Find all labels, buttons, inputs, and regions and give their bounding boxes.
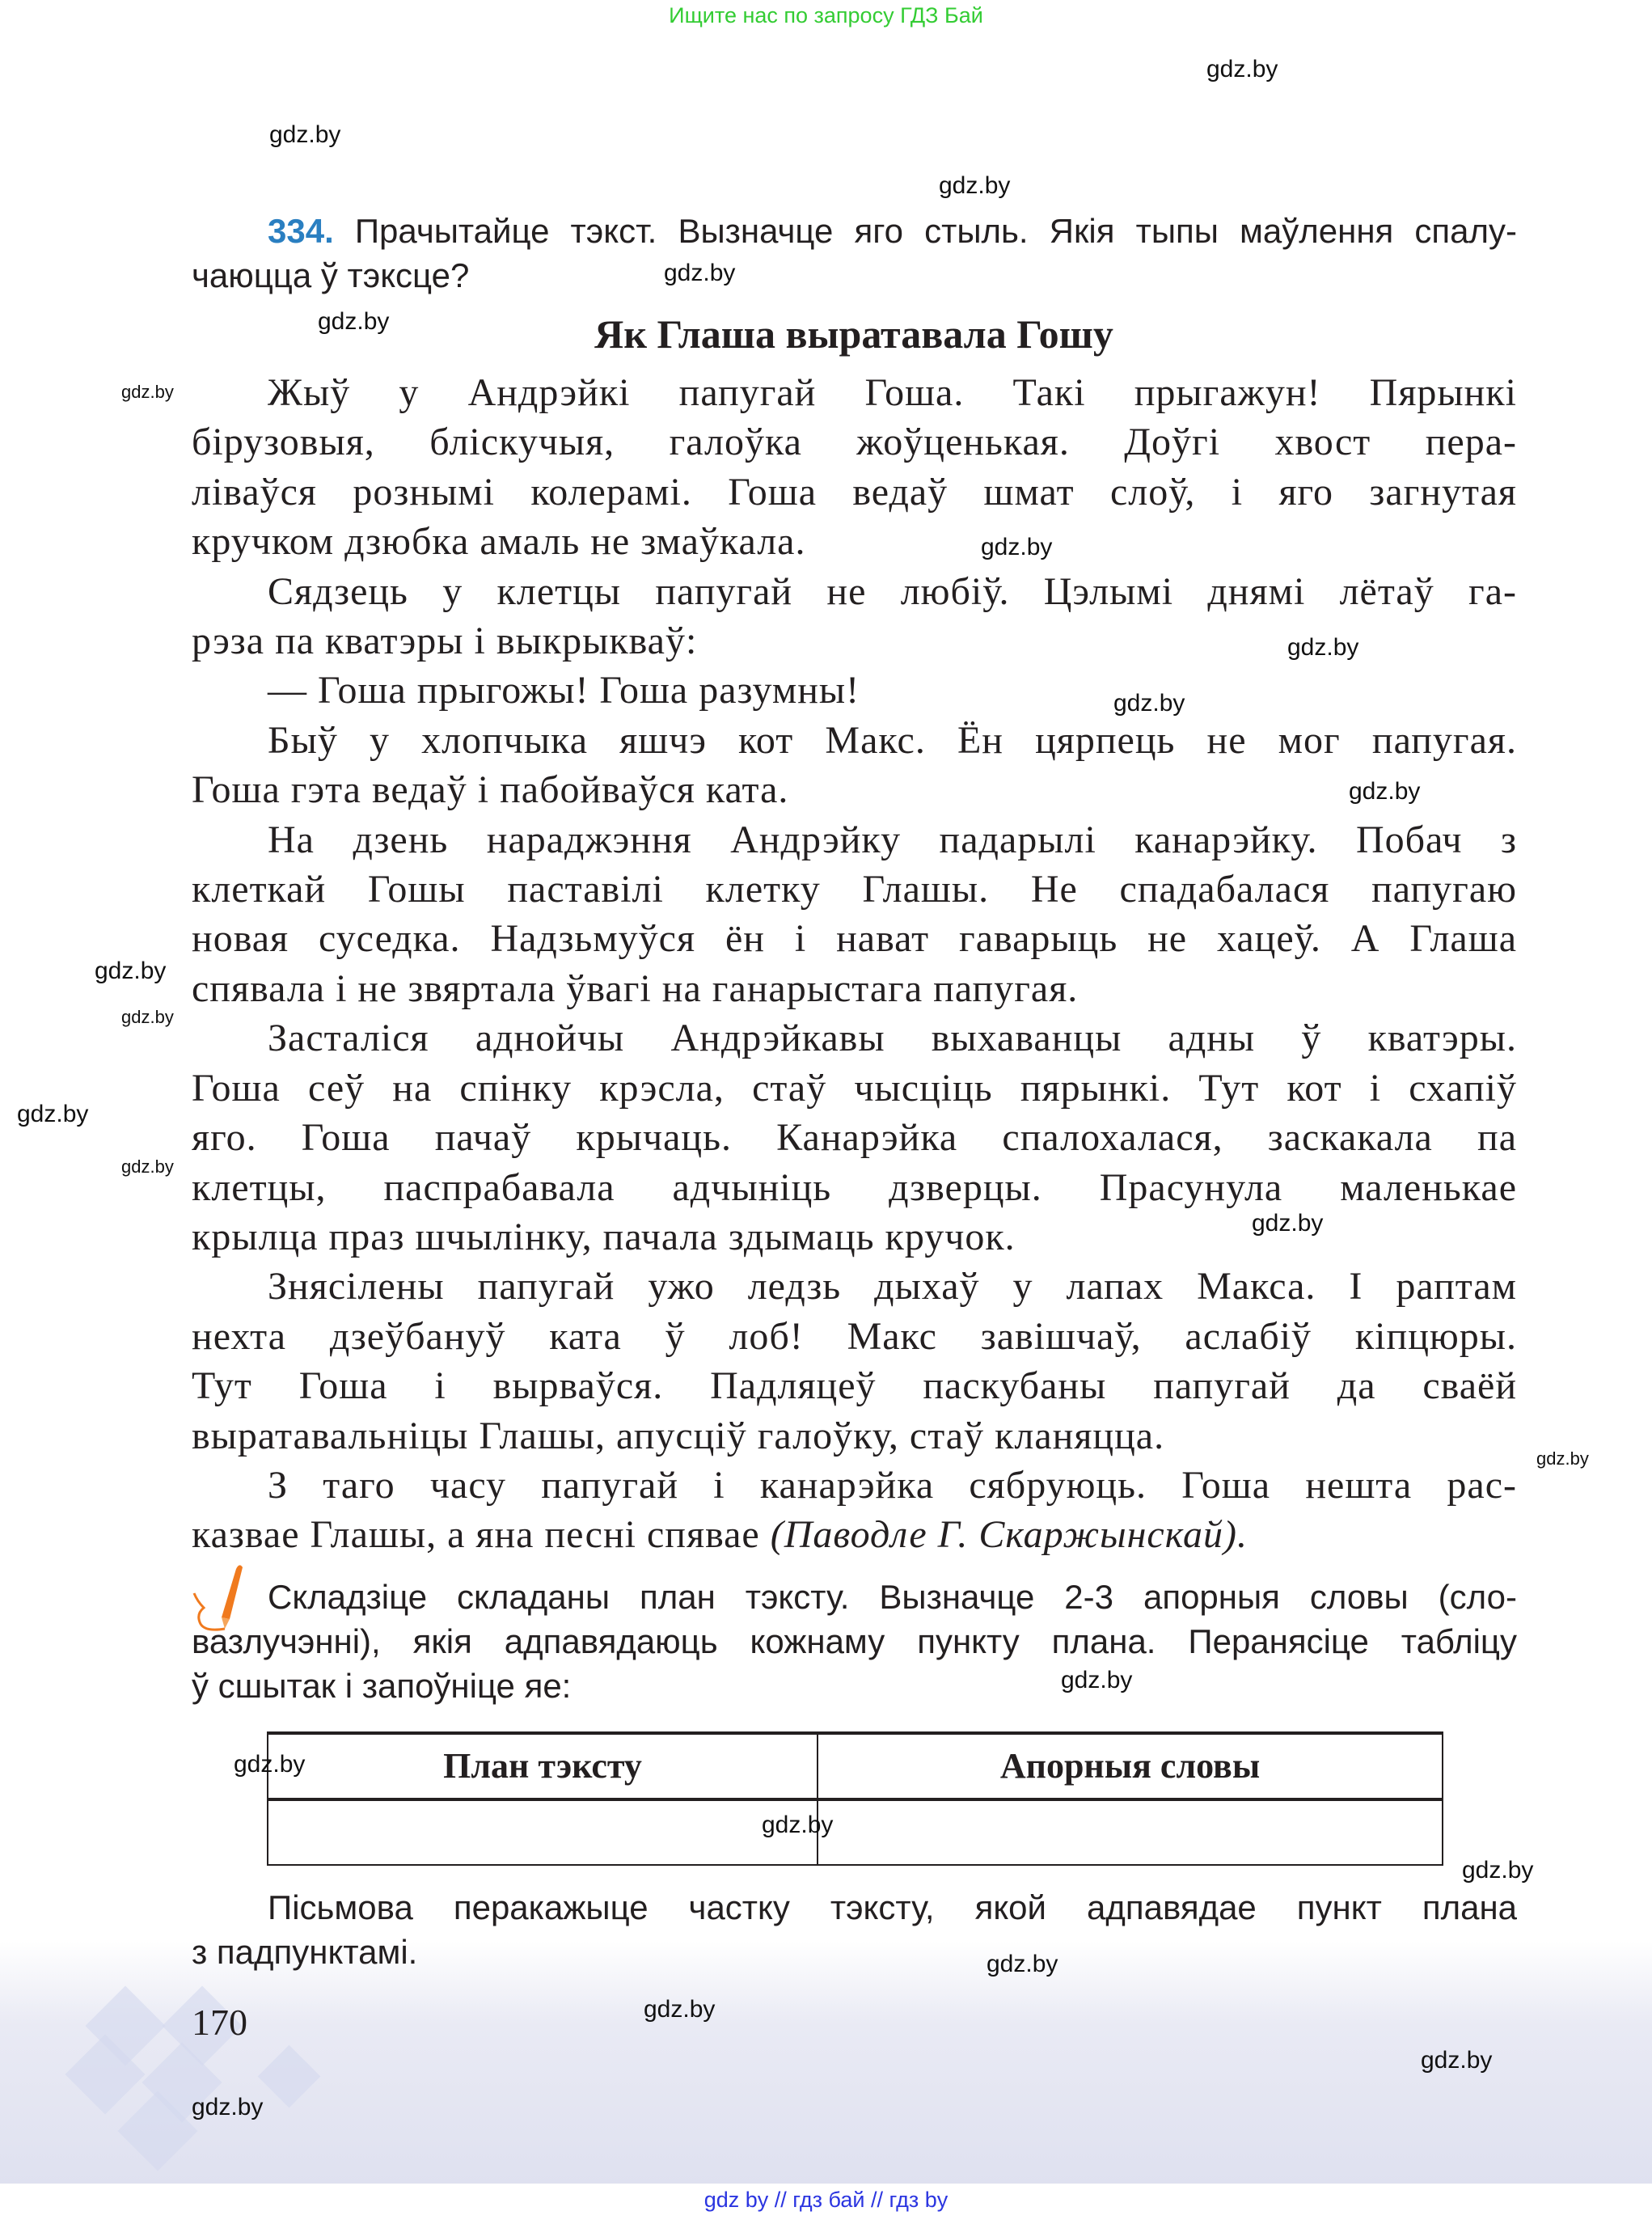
story-line-text: Засталіся аднойчы Андрэйкавы выхаванцы адны ў кватэры. — [268, 1017, 1517, 1060]
story-citation: (Паводле Г. Скаржынскай). — [770, 1513, 1248, 1557]
story-paragraph — [192, 1461, 1517, 1560]
story-line — [192, 1113, 1517, 1162]
story-line-text: выратавальніцы Глашы, апусціў галоўку, стаў кланяцца. — [192, 1414, 1165, 1457]
final-task-line: з падпунктамі. — [192, 1933, 418, 1971]
task-text: Прачытайце тэкст. Вызначце яго стыль. Якія тыпы маўлення спалу- — [333, 212, 1517, 250]
watermark: gdz.by — [318, 308, 390, 335]
watermark: gdz.by — [644, 1996, 716, 2023]
story-line-text: Гоша гэта ведаў і пабойваўся ката. — [192, 768, 789, 812]
story-title: Як Глаша выратавала Гошу — [594, 311, 1113, 357]
final-task — [192, 1885, 1517, 1974]
story-line — [192, 567, 1517, 616]
page-number: 170 — [192, 2002, 247, 2043]
final-task-line: Пісьмова перакажыце частку тэксту, якой адпавядае пункт плана — [268, 1888, 1517, 1926]
story-line — [192, 517, 1517, 566]
story-line-text: спявала і не звяртала ўвагі на ганарыстага папугая. — [192, 966, 1079, 1010]
watermark: gdz.by — [192, 2094, 264, 2120]
story-line-text: ліваўся рознымі колерамі. Гоша ведаў шмат слоў, і яго загнутая — [192, 470, 1517, 514]
story-line — [192, 1163, 1517, 1212]
assignment-line: Складзіце складаны план тэксту. Вызначце 2-3 апорныя словы (сло- — [268, 1578, 1517, 1616]
task-text: чаюцца ў тэксце? — [192, 256, 470, 294]
story-line-text: Жыў у Андрэйкі папугай Гоша. Такі прыгажун! Пярынкі — [268, 371, 1517, 414]
assignment-line: вазлучэнні), якія адпавядаюць кожнаму пункту плана. Перанясіце табліцу — [192, 1622, 1517, 1660]
watermark: gdz.by — [121, 382, 174, 402]
task-334 — [192, 209, 1517, 298]
story-line — [192, 716, 1517, 765]
story-line — [192, 1461, 1517, 1510]
watermark: gdz.by — [939, 172, 1011, 199]
search-hint: Ищите нас по запросу ГДЗ Бай — [669, 3, 983, 27]
watermark: gdz.by — [17, 1101, 89, 1127]
story-line — [192, 1013, 1517, 1063]
story-line-text: Быў у хлопчыка яшчэ кот Макс. Ён цярпець не мог папугая. — [268, 718, 1517, 762]
story-line — [192, 1411, 1517, 1461]
story-line — [192, 467, 1517, 517]
story-line — [192, 666, 1517, 715]
assignment-line: ў сшытак і запоўніце яе: — [192, 1667, 572, 1705]
task-number: 334. — [268, 212, 334, 250]
watermark: gdz.by — [1462, 1857, 1534, 1884]
story-line-text: крылца праз шчылінку, пачала здымаць кручок. — [192, 1215, 1016, 1258]
story-line-text: клетцы, паспрабавала адчыніць дзверцы. Прасунула маленькае — [192, 1165, 1517, 1209]
story-line-text: З таго часу папугай і канарэйка сябруюць. Гоша нешта рас- — [268, 1463, 1517, 1507]
watermark: gdz.by — [1536, 1448, 1589, 1469]
story-line — [192, 1361, 1517, 1410]
watermark: gdz.by — [981, 534, 1053, 560]
story-line-text: На дзень нараджэння Андрэйку падарылі канарэйку. Побач з — [268, 818, 1517, 861]
story-paragraph — [192, 666, 1517, 715]
watermark: gdz.by — [1349, 778, 1421, 805]
watermark: gdz.by — [1206, 56, 1278, 82]
story-line — [192, 815, 1517, 865]
watermark: gdz.by — [762, 1812, 834, 1838]
story-paragraph — [192, 368, 1517, 567]
story-line-text: новая суседка. Надзьмуўся ён і нават гаварыць не хацеў. А Глаша — [192, 917, 1517, 961]
story-line — [192, 1262, 1517, 1311]
story-line-text: Знясілены папугай ужо ледзь дыхаў у лапах Макса. І раптам — [268, 1265, 1517, 1309]
story-line — [192, 1510, 1517, 1559]
watermark: gdz.by — [234, 1751, 306, 1778]
watermark: gdz.by — [1061, 1667, 1133, 1693]
story-line-text: клеткай Гошы паставілі клетку Глашы. Не спадабалася папугаю — [192, 868, 1517, 911]
assignment — [192, 1575, 1517, 1708]
story-line — [192, 1063, 1517, 1113]
table-header-plan: План тэксту — [443, 1746, 642, 1786]
story-line — [192, 765, 1517, 814]
story-paragraph — [192, 716, 1517, 815]
story-line-text: Сядзець у клетцы папугай не любіў. Цэлымі днямі лётаў га- — [268, 569, 1517, 613]
story-line-text: казвае Глашы, а яна песні спявае — [192, 1513, 771, 1557]
watermark: gdz.by — [987, 1951, 1058, 1977]
story-paragraph — [192, 1262, 1517, 1461]
story-line-text: бірузовыя, бліскучыя, галоўка жоўценькая. Доўгі хвост пера- — [192, 421, 1517, 464]
story-line — [192, 914, 1517, 963]
story-line-text: Гоша сеў на спінку крэсла, стаў чысціць пярынкі. Тут кот і схапіў — [192, 1066, 1517, 1110]
watermark: gdz.by — [1287, 634, 1359, 661]
story-line — [192, 865, 1517, 914]
watermark: gdz.by — [121, 1007, 174, 1027]
watermark: gdz.by — [269, 121, 341, 148]
story-line-text: Тут Гоша і вырваўся. Падляцеў паскубаны папугай да сваёй — [192, 1364, 1517, 1408]
watermark: gdz.by — [664, 260, 736, 286]
story-paragraph — [192, 815, 1517, 1014]
watermark: gdz.by — [1421, 2047, 1493, 2074]
story-line-text: — Гоша прыгожы! Гоша разумны! — [268, 669, 860, 712]
table-header-keywords: Апорныя словы — [999, 1746, 1261, 1786]
watermark: gdz.by — [121, 1156, 174, 1177]
watermark: gdz.by — [95, 958, 167, 984]
story-line — [192, 1312, 1517, 1361]
story-line-text: нехта дзеўбануў ката ў лоб! Макс завішчаў, аслабіў кіпцюры. — [192, 1314, 1517, 1358]
story-line-text: кручком дзюбка амаль не змаўкала. — [192, 520, 806, 564]
story-text — [192, 368, 1517, 1560]
story-line — [192, 417, 1517, 467]
page-bottom-band — [0, 1941, 1652, 2184]
story-line — [192, 964, 1517, 1013]
story-line-text: рэза па кватэры і выкрыкваў: — [192, 619, 698, 663]
watermark: gdz.by — [1113, 690, 1185, 717]
watermark: gdz.by — [1252, 1210, 1324, 1237]
story-line — [192, 368, 1517, 417]
plan-table — [267, 1731, 1443, 1866]
footer-links[interactable]: gdz by // гдз бай // гдз by — [703, 2188, 949, 2212]
story-line-text: яго. Гоша пачаў крычаць. Канарэйка спалохалася, заскакала па — [192, 1116, 1517, 1160]
